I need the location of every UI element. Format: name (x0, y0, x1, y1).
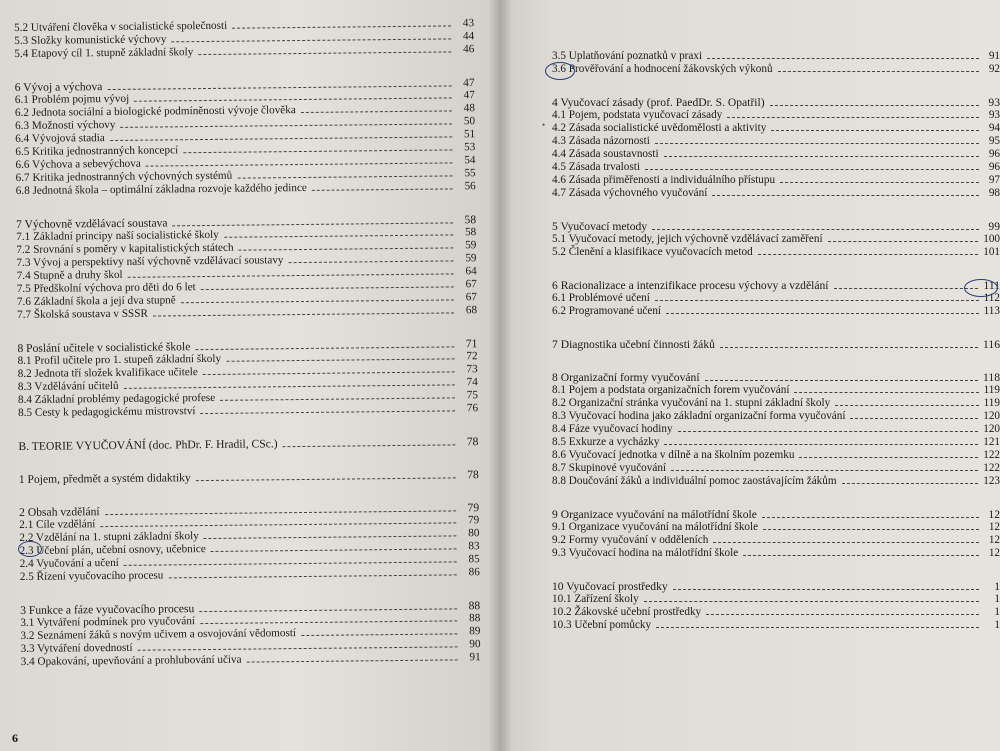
toc-entry: 3.5 Uplatňování poznatků v praxi 91 (552, 50, 1000, 62)
toc-entry: 4.7 Zásada výchovného vyučování 98 (552, 187, 1000, 199)
toc-chapter: 6 Vývoj a výchova 47 (14, 76, 475, 94)
toc-chapter: 1 Pojem, předmět a systém didaktiky 78 (18, 468, 479, 486)
toc-chapter: 9 Organizace vyučování na málotřídní škole 12 (552, 508, 1000, 521)
toc-entry: 6.6 Výchova a sebevýchova 54 (15, 154, 476, 171)
page-number: 6 (12, 731, 18, 745)
toc-entry: 2.2 Vzdělání na 1. stupni základní školy 80 (19, 527, 480, 544)
toc-entry: 6.2 Jednota sociální a biologické podmíněnosti vývoje člověka 48 (14, 102, 475, 119)
toc-left (14, 17, 481, 669)
toc-entry: 4.6 Zásada přiměřenosti a individuálního přístupu 97 (552, 174, 1000, 186)
toc-entry: 10.1 Zařízení školy 1 (552, 593, 1000, 605)
toc-entry: 2.1 Cíle vzdělání 79 (19, 514, 480, 531)
toc-entry: 6.5 Kritika jednostranných koncepcí 53 (15, 141, 476, 158)
toc-entry: 4.3 Zásada názornosti 95 (552, 135, 1000, 147)
toc-entry: 8.4 Fáze vyučovací hodiny 120 (552, 423, 1000, 435)
toc-entry: 8.3 Vzdělávání učitelů 74 (17, 376, 478, 393)
toc-entry: 4.2 Zásada socialistické uvědomělosti a aktivity 94 (552, 122, 1000, 134)
toc-entry: 5.2 Členění a klasifikace vyučovacích metod 101 (552, 246, 1000, 258)
toc-entry: 3.1 Vytváření podmínek pro vyučování 88 (20, 612, 481, 629)
toc-entry: 8.2 Jednota tří složek kvalifikace učitele 73 (17, 363, 478, 380)
toc-entry: 4.1 Pojem, podstata vyučovací zásady 93 (552, 109, 1000, 121)
toc-entry: 8.8 Doučování žáků a individuální pomoc zaostávajícím žákům 123 (552, 475, 1000, 487)
right-page (500, 0, 1000, 751)
toc-entry: 5.3 Složky komunistické výchovy 44 (14, 30, 475, 47)
toc-chapter: 7 Diagnostika učební činnosti žáků 116 (552, 338, 1000, 351)
toc-entry: 8.1 Pojem a podstata organizačních forem vyučování 119 (552, 384, 1000, 396)
toc-entry: 7.1 Základní principy naší socialistické školy 58 (16, 226, 477, 243)
toc-chapter: 6 Racionalizace a intenzifikace procesu výchovy a vzdělání 111 (552, 279, 1000, 292)
pen-circle-mark (545, 62, 575, 80)
toc-entry: 10.3 Učební pomůcky 1 (552, 619, 1000, 631)
toc-entry: 9.3 Vyučovací hodina na málotřídní škole 12 (552, 547, 1000, 559)
toc-entry: 3.3 Vytváření dovedností 90 (20, 638, 481, 655)
toc-entry: 3.4 Opakování, upevňování a prohlubování učiva 91 (20, 651, 481, 668)
toc-entry: 7.6 Základní škola a její dva stupně 67 (16, 291, 477, 308)
toc-chapter: 4 Vyučovací zásady (prof. PaedDr. S. Opatřil) 93 (552, 96, 1000, 109)
toc-chapter: 8 Organizační formy vyučování 118 (552, 371, 1000, 384)
toc-chapter: 7 Výchovně vzdělávací soustava 58 (16, 213, 477, 231)
toc-entry: 4.5 Zásada trvalosti 96 (552, 161, 1000, 173)
toc-entry: 9.1 Organizace vyučování na málotřídní škole 12 (552, 521, 1000, 533)
toc-part-heading: B. TEORIE VYUČOVÁNÍ (doc. PhDr. F. Hradil, CSc.) 78 (18, 435, 479, 453)
toc-entry: 7.4 Stupně a druhy škol 64 (16, 265, 477, 282)
toc-entry: 8.5 Cesty k pedagogickému mistrovství 76 (18, 402, 479, 419)
toc-chapter: 3 Funkce a fáze vyučovacího procesu 88 (20, 599, 481, 617)
toc-chapter: 10 Vyučovací prostředky 1 (552, 580, 1000, 593)
toc-entry: 5.4 Etapový cíl 1. stupně základní školy 46 (14, 43, 475, 60)
toc-entry: 8.1 Profil učitele pro 1. stupeň základní školy 72 (17, 350, 478, 367)
toc-entry: 8.7 Skupinové vyučování 122 (552, 462, 1000, 474)
pen-circle-mark (18, 541, 42, 557)
toc-entry: 7.7 Školská soustava v SSSR 68 (17, 304, 478, 321)
toc-entry: 8.2 Organizační stránka vyučování na 1. stupni základní školy 119 (552, 397, 1000, 409)
toc-entry: 3.6 Prověřování a hodnocení žákovských výkonů 92 (552, 63, 1000, 75)
toc-right (552, 50, 1000, 632)
toc-entry: 2.5 Řízení vyučovacího procesu 86 (19, 566, 480, 583)
toc-entry: 8.3 Vyučovací hodina jako základní organizační forma vyučování 120 (552, 410, 1000, 422)
toc-chapter: 2 Obsah vzdělání 79 (19, 501, 480, 519)
toc-entry: 6.7 Kritika jednostranných výchovných systémů 55 (15, 167, 476, 184)
toc-entry: 5.1 Vyučovací metody, jejich výchovně vzdělávací zaměření 100 (552, 233, 1000, 245)
pen-circle-mark (964, 279, 998, 297)
toc-entry: 10.2 Žákovské učební prostředky 1 (552, 606, 1000, 618)
toc-entry: 7.2 Srovnání s poměry v kapitalistických státech 59 (16, 239, 477, 256)
toc-entry: 7.5 Předškolní výchova pro děti do 6 let 67 (16, 278, 477, 295)
pen-tick-mark: • (542, 120, 546, 130)
toc-entry: 6.1 Problém pojmu vývoj 47 (14, 89, 475, 106)
toc-chapter: 8 Poslání učitele v socialistické škole 71 (17, 337, 478, 355)
toc-chapter: 5 Vyučovací metody 99 (552, 220, 1000, 233)
toc-entry: 6.2 Programované učení 113 (552, 305, 1000, 317)
toc-entry: 6.8 Jednotná škola – optimální základna rozvoje každého jedince 56 (15, 180, 476, 197)
toc-entry: 8.6 Vyučovací jednotka v dílně a na školním pozemku 122 (552, 449, 1000, 461)
book-gutter (488, 0, 512, 751)
toc-entry: 2.3 Učební plán, učební osnovy, učebnice 83 (19, 540, 480, 557)
toc-entry: 7.3 Vývoj a perspektivy naší výchovně vzdělávací soustavy 59 (16, 252, 477, 269)
toc-entry: 8.4 Základní problémy pedagogické profese 75 (17, 389, 478, 406)
toc-entry: 6.4 Vývojová stadia 51 (15, 128, 476, 145)
toc-entry: 5.2 Utváření člověka v socialistické společnosti 43 (14, 17, 475, 34)
toc-entry: 2.4 Vyučování a učení 85 (19, 553, 480, 570)
toc-entry: 9.2 Formy vyučování v odděleních 12 (552, 534, 1000, 546)
toc-entry: 6.3 Možnosti výchovy 50 (15, 115, 476, 132)
toc-entry: 6.1 Problémové učení 112 (552, 292, 1000, 304)
toc-entry: 4.4 Zásada soustavnosti 96 (552, 148, 1000, 160)
toc-entry: 8.5 Exkurze a vycházky 121 (552, 436, 1000, 448)
toc-entry: 3.2 Seznámení žáků s novým učivem a osvojování vědomostí 89 (20, 625, 481, 642)
